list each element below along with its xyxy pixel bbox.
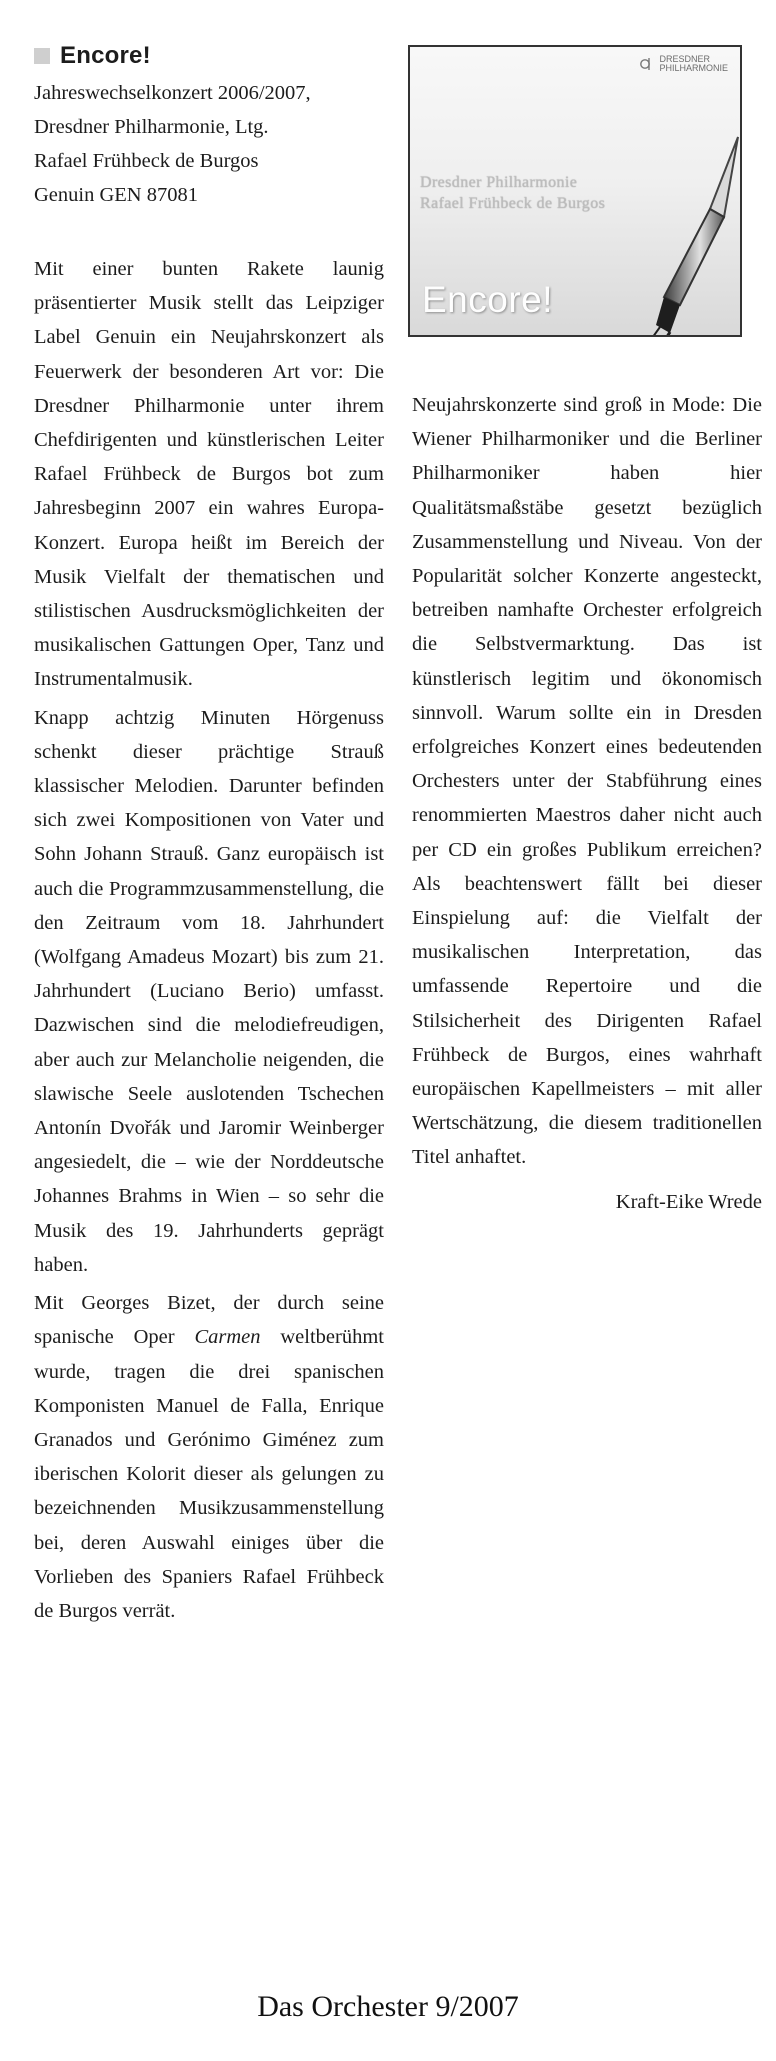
paragraph-3 [34,1286,384,1628]
meta-line-catalog: Genuin GEN 87081 [34,184,198,206]
logo-line-1: DRESDNER [659,54,710,64]
author-signature: Kraft-Eike Wrede [615,1190,762,1213]
cover-orchestra: Dresdner Philharmonie [420,174,578,191]
paragraph-1: Mit einer bunten Rakete launig präsentierter Musik stellt das Leipziger Label Genuin ein Neujahrskonzert als Feuerwerk der besonderen Art vor: Die Dresdner Philharmonie unter ihrem Chefdirigenten und künstlerischen Leiter Rafael Frühbeck de Burgos bot zum Jahresbeginn 2007 ein wahres Europa-Konzert. Europa heißt im Bereich der Musik Vielfalt der thematischen und stilistischen Ausdrucksmöglichkeiten der musikalischen Gattungen Oper, Tanz und Instrumentalmusik. [34,258,384,691]
rocket-icon [640,127,742,337]
right-column [412,388,762,1214]
opera-title: Carmen [194,1326,261,1349]
meta-line-orchestra: Dresdner Philharmonie, Ltg. [34,116,269,138]
cover-conductor: Rafael Frühbeck de Burgos [420,195,606,212]
title-row [34,42,384,70]
paragraph-3-part-2: weltberühmt wurde, tragen die drei spanischen Komponisten Manuel de Falla, Enrique Granados und Gerónimo Giménez zum iberischen Kolorit dieser als gelungen zu bezeichnenden Musikzusammenstellung bei, deren Auswahl einiges über die Vorlieben des Spaniers Rafael Frühbeck de Burgos verrät. [34,1326,384,1622]
logo-line-2: PHILHARMONIE [659,63,728,73]
paragraph-2: Knapp achtzig Minuten Hörgenuss schenkt dieser prächtige Strauß klassischer Melodien. Darunter befinden sich zwei Kompositionen von Vater und Sohn Johann Strauß. Ganz europäisch ist auch die Programmzusammenstellung, die den Zeitraum vom 18. Jahrhundert (Wolfgang Amadeus Mozart) bis zum 21. Jahrhundert (Luciano Berio) umfasst. Dazwischen sind die melodiefreudigen, aber auch zur Melancholie neigenden, die slawische Seele auslotenden Tschechen Antonín Dvořák und Jaromir Weinberger angesiedelt, die – wie der Norddeutsche Johannes Brahms in Wien – so sehr die Musik des 19. Jahrhunderts geprägt haben. [34,706,384,1276]
left-column [34,42,384,1632]
album-cover [408,45,742,337]
paragraph-3-part-1: Mit Georges Bizet, der durch seine spanische Oper [34,1292,384,1349]
source-footer: Das Orchester 9/2007 [257,1990,519,2023]
meta-line-concert: Jahreswechselkonzert 2006/2007, [34,82,311,104]
article-title: Encore! [60,42,151,69]
recording-meta [34,76,384,212]
paragraph-right: Neujahrskonzerte sind groß in Mode: Die Wiener Philharmoniker und die Berliner Philharmoniker haben hier Qualitätsmaßstäbe gesetzt bezüglich Zusammenstellung und Niveau. Von der Popularität solcher Konzerte angesteckt, betreiben namhafte Orchester erfolgreich die Selbstvermarktung. Das ist künstlerisch legitim und ökonomisch sinnvoll. Warum sollte ein in Dresden erfolgreiches Konzert eines bedeutenden Orchesters unter der Stabführung eines renommierten Maestros daher nicht auch per CD ein großes Publikum erreichen? Als beachtenswert fällt bei dieser Einspielung auf: die Vielfalt der musikalischen Interpretation, das umfassende Repertoire und die Stilsicherheit des Dirigenten Rafael Frühbeck de Burgos, eines wahrhaft europäischen Kapellmeisters – mit aller Wertschätzung, die diesem traditionellen Titel anhaftet. [412,394,762,1169]
dp-logo-icon [639,56,655,72]
cover-title: Encore! [422,279,554,320]
title-marker-square [34,48,50,64]
meta-line-conductor: Rafael Frühbeck de Burgos [34,150,259,172]
publisher-logo-text [659,55,728,73]
publisher-logo [639,55,728,73]
